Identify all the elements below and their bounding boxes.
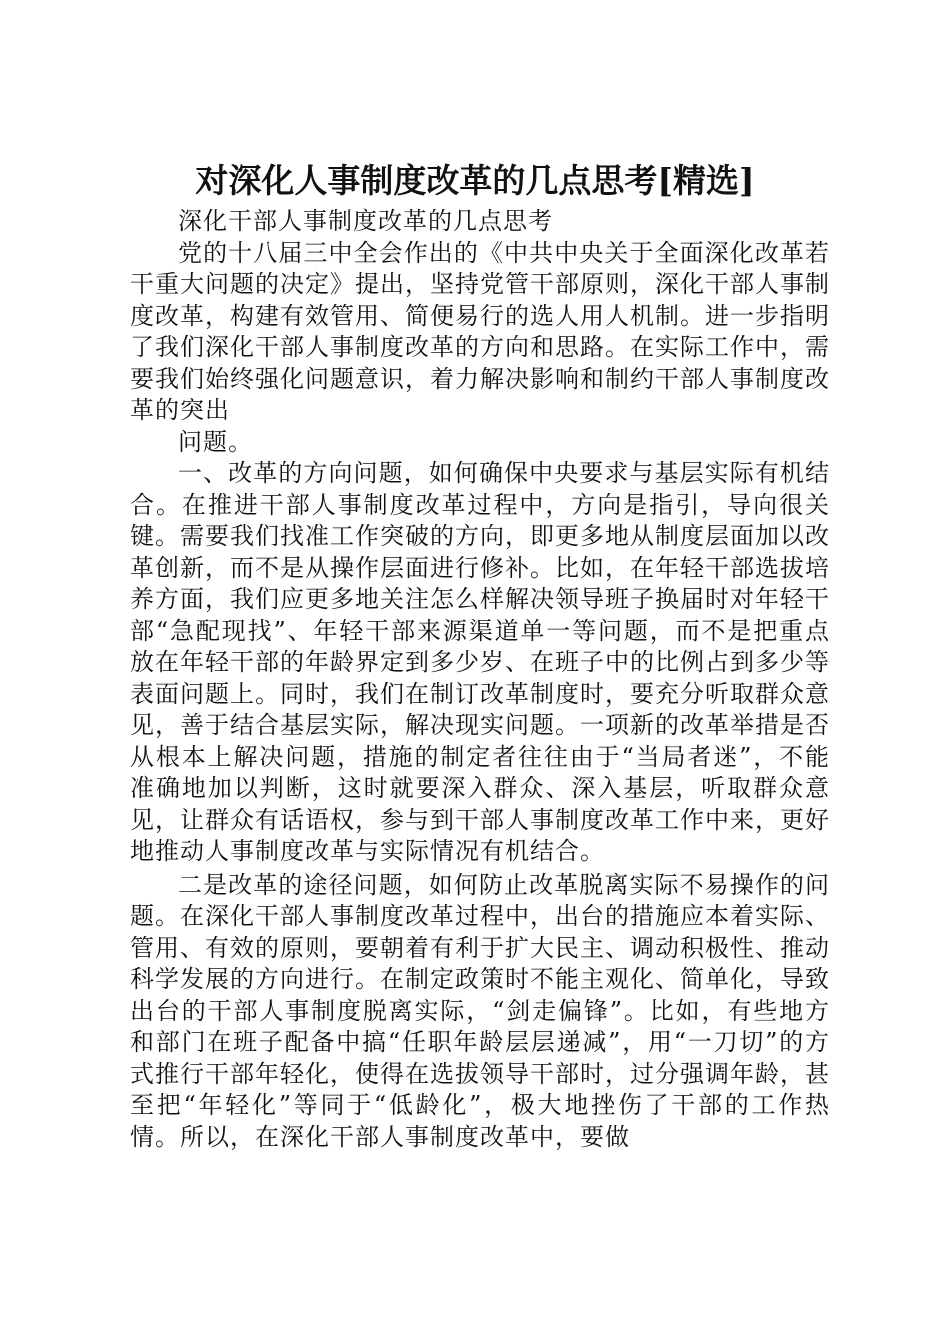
paragraph-section-one: 一、改革的方向问题，如何确保中央要求与基层实际有机结合。在推进干部人事制度改革过程中，方向是指引，导向很关键。需要我们找准工作突破的方向，即更多地从制度层面加以改革创新，而不是从操作层面进行修补。比如，在年轻干部选拔培养方面，我们应更多地关注怎么样解决领导班子换届时对年轻干部“急配现找”、年轻干部来源渠道单一等问题，而不是把重点放在年轻干部的年龄界定到多少岁、在班子中的比例占到多少等表面问题上。同时，我们在制订改革制度时，要充分听取群众意见，善于结合基层实际，解决现实问题。一项新的改革举措是否从根本上解决问题，措施的制定者往往由于“当局者迷”，不能准确地加以判断，这时就要深入群众、深入基层，听取群众意见，让群众有话语权，参与到干部人事制度改革工作中来，更好地推动人事制度改革与实际情况有机结合。 bbox=[130, 459, 830, 865]
paragraph-intro: 党的十八届三中全会作出的《中共中央关于全面深化改革若干重大问题的决定》提出，坚持党管干部原则，深化干部人事制度改革，构建有效管用、简便易行的选人用人机制。进一步指明了我们深化干部人事制度改革的方向和思路。在实际工作中，需要我们始终强化问题意识，着力解决影响和制约干部人事制度改革的突出 bbox=[130, 238, 830, 424]
document-subtitle: 深化干部人事制度改革的几点思考 bbox=[178, 207, 553, 235]
paragraph-intro-continued: 问题。 bbox=[178, 427, 253, 456]
document-title: 对深化人事制度改革的几点思考[精选] bbox=[195, 161, 755, 200]
paragraph-section-two: 二是改革的途径问题，如何防止改革脱离实际不易操作的问题。在深化干部人事制度改革过程中，出台的措施应本着实际、管用、有效的原则，要朝着有利于扩大民主、调动积极性、推动科学发展的方向进行。在制定政策时不能主观化、简单化，导致出台的干部人事制度脱离实际，“剑走偏锋”。比如，有些地方和部门在班子配备中搞“任职年龄层层递减”，用“一刀切”的方式推行干部年轻化，使得在选拔领导干部时，过分强调年龄，甚至把“年轻化”等同于“低龄化”，极大地挫伤了干部的工作热情。所以，在深化干部人事制度改革中，要做 bbox=[130, 870, 830, 1151]
document-body bbox=[130, 206, 830, 1153]
